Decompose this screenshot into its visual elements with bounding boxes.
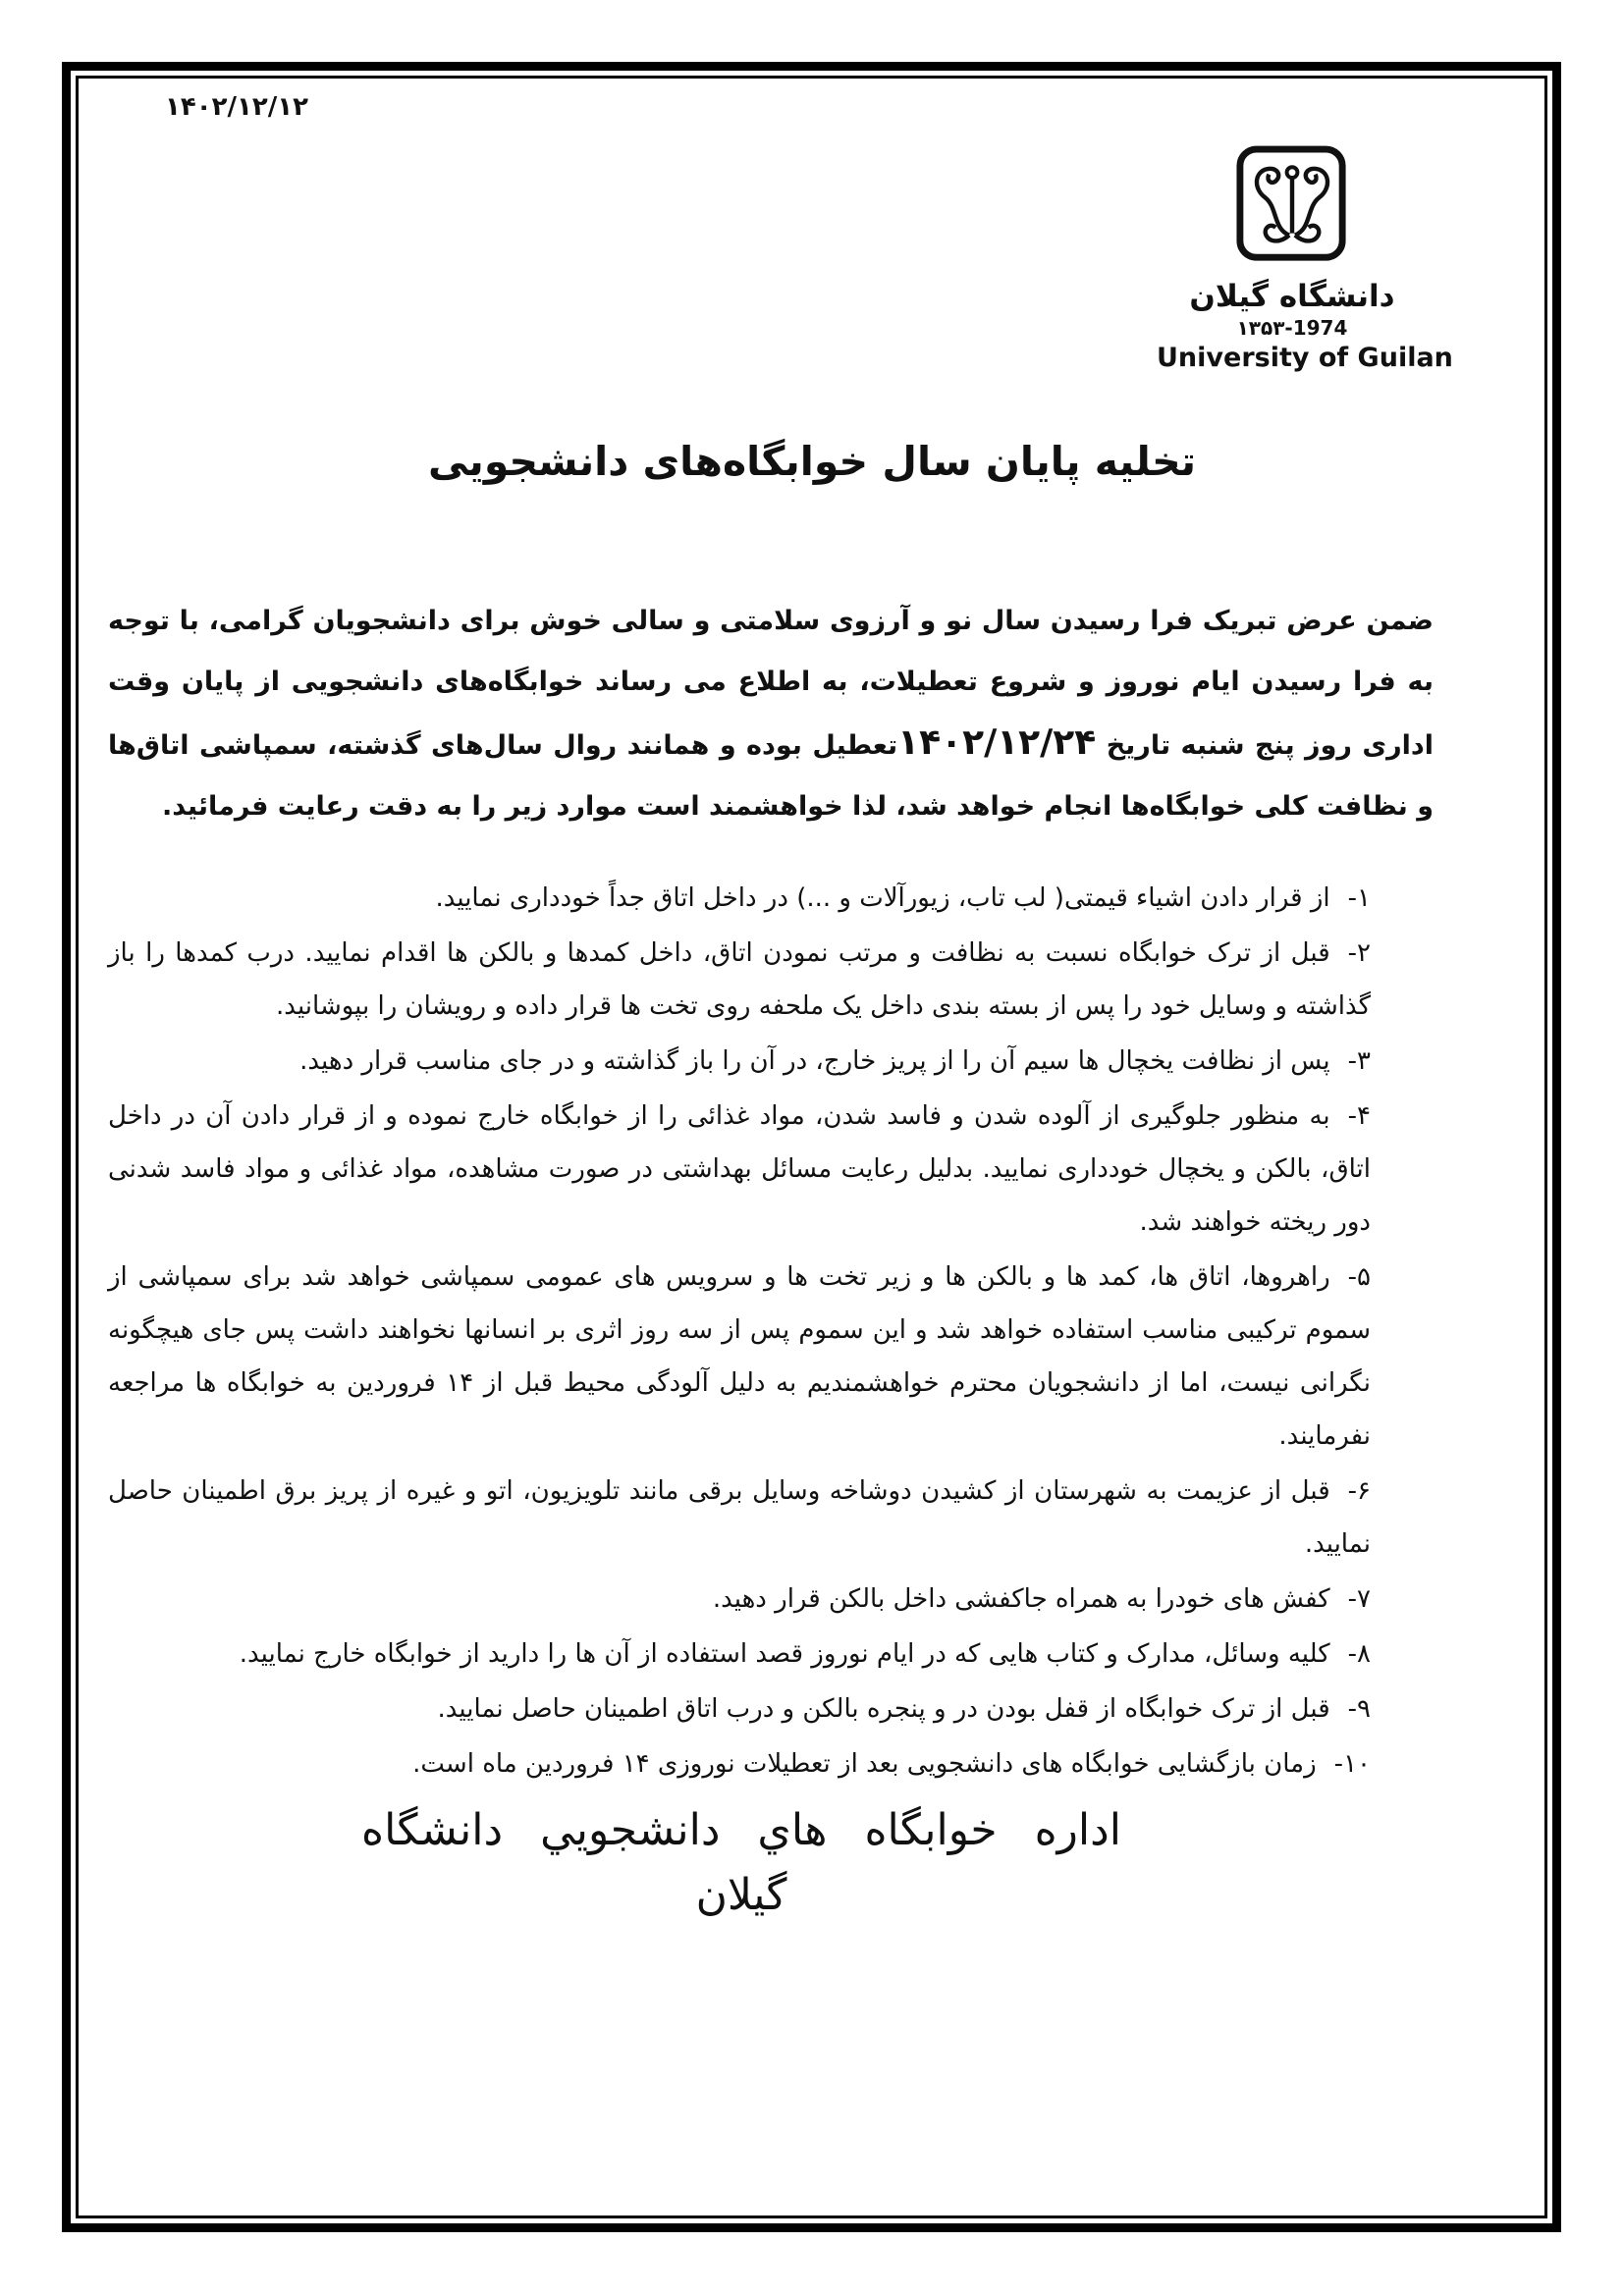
signature-line-1: اداره خوابگاه هاي دانشجويي دانشگاه (361, 1805, 1121, 1855)
document-date: ۱۴۰۲/۱۲/۱۲ (165, 92, 308, 122)
list-item-number: ۴- (1347, 1101, 1371, 1131)
intro-text-after-date: تعطیل بوده و همانند روال سال‌های گذشته، سمپاشی اتاق‌ها و نظافت کلی خوابگاه‌ها انجام خواهد شد، لذا خواهشمند است موارد زیر را به دقت رعایت فرمائید. (108, 730, 1434, 822)
page-title: تخلیه پایان سال خوابگاه‌های دانشجویی (427, 438, 1197, 485)
logo-latin-name: University of Guilan (1157, 343, 1453, 373)
list-item-number: ۱۰- (1333, 1749, 1371, 1779)
university-logo (1157, 143, 1453, 373)
list-item-number: ۷- (1347, 1584, 1371, 1614)
intro-closing-date: ۱۴۰۲/۱۲/۲۴ (897, 722, 1097, 763)
list-item-text: زمان بازگشایی خوابگاه های دانشجویی بعد از تعطیلات نوروزی ۱۴ فروردین ماه است. (412, 1749, 1317, 1779)
list-item (108, 1465, 1371, 1571)
list-item-text: پس از نظافت یخچال ها سیم آن را از پریز خارج، در آن را باز گذاشته و در جای مناسب قرار دهید. (299, 1046, 1330, 1076)
list-item-text: به منظور جلوگیری از آلوده شدن و فاسد شدن، مواد غذائی را از خوابگاه خارج نموده و از قرار دادن آن در داخل اتاق، بالکن و یخچال خودداری نمایید. بدلیل رعایت مسائل بهداشتی در صورت مشاهده، مواد غذائی و مواد فاسد شدنی دور ریخته خواهند شد. (108, 1101, 1371, 1237)
list-item (108, 1035, 1371, 1088)
list-item-number: ۸- (1347, 1639, 1371, 1669)
intro-text-before-date: ضمن عرض تبریک فرا رسیدن سال نو و آرزوی سلامتی و سالی خوش برای دانشجویان گرامی، با توجه به فرا رسیدن ایام نوروز و شروع تعطیلات، به اطلاع می رساند خوابگاه‌های دانشجویی از پایان وقت اداری روز پنج شنبه تاریخ (108, 606, 1435, 761)
list-item (108, 927, 1371, 1033)
list-item-text: قبل از ترک خوابگاه از قفل بودن در و پنجره بالکن و درب اتاق اطمینان حاصل نمایید. (437, 1694, 1330, 1724)
list-item-number: ۱- (1347, 883, 1371, 913)
list-item (108, 1251, 1371, 1463)
list-item-text: از قرار دادن اشیاء قیمتی( لب تاب، زیورآلات و ...) در داخل اتاق جداً خودداری نمایید. (435, 883, 1330, 913)
list-item-text: راهروها، اتاق ها، کمد ها و بالکن ها و زیر تخت ها و سرویس های عمومی سمپاشی خواهد شد برای سمپاشی از سموم ترکیبی مناسب استفاده خواهد شد و این سموم پس از سه روز اثری بر انسانها نخواهند داشت پس جای هیچگونه نگرانی نیست، اما از دانشجویان محترم خواهشمندیم به دلیل آلودگی محیط قبل از ۱۴ فروردین به خوابگاه ها مراجعه نفرمایند. (108, 1262, 1372, 1451)
signature-line-2: گيلان (695, 1870, 787, 1920)
signature-block (108, 1798, 1375, 1928)
list-item-number: ۲- (1347, 938, 1371, 968)
list-item-number: ۶- (1347, 1476, 1371, 1506)
list-item (108, 1628, 1371, 1681)
university-emblem-icon (1234, 143, 1350, 277)
list-item (108, 1573, 1371, 1626)
list-item-number: ۳- (1347, 1046, 1371, 1076)
intro-paragraph (108, 591, 1434, 837)
list-item-number: ۹- (1347, 1694, 1371, 1724)
list-item-number: ۵- (1347, 1262, 1371, 1292)
logo-calligraphy: دانشگاه گیلان (1189, 279, 1395, 314)
logo-founding-years: ۱۳۵۳-1974 (1236, 316, 1348, 340)
list-item (108, 1682, 1371, 1735)
list-item-text: قبل از عزیمت به شهرستان از کشیدن دوشاخه وسایل برقی مانند تلویزیون، اتو و غیره از پریز برق اطمینان حاصل نمایید. (108, 1476, 1371, 1559)
list-item (108, 1090, 1371, 1249)
list-item (108, 1737, 1371, 1790)
list-item-text: کلیه وسائل، مدارک و کتاب هایی که در ایام نوروز قصد استفاده از آن ها را دارید از خوابگاه خارج نمایید. (239, 1639, 1330, 1669)
list-item-text: کفش های خودرا به همراه جاکفشی داخل بالکن قرار دهید. (712, 1584, 1330, 1614)
list-item (108, 872, 1371, 925)
list-item-text: قبل از ترک خوابگاه نسبت به نظافت و مرتب نمودن اتاق، داخل کمدها و بالکن ها اقدام نمایید. درب کمدها را باز گذاشته و وسایل خود را پس از بسته بندی داخل یک ملحفه روی تخت ها قرار داده و رویشان را بپوشانید. (108, 938, 1371, 1021)
notice-list (108, 872, 1371, 1792)
